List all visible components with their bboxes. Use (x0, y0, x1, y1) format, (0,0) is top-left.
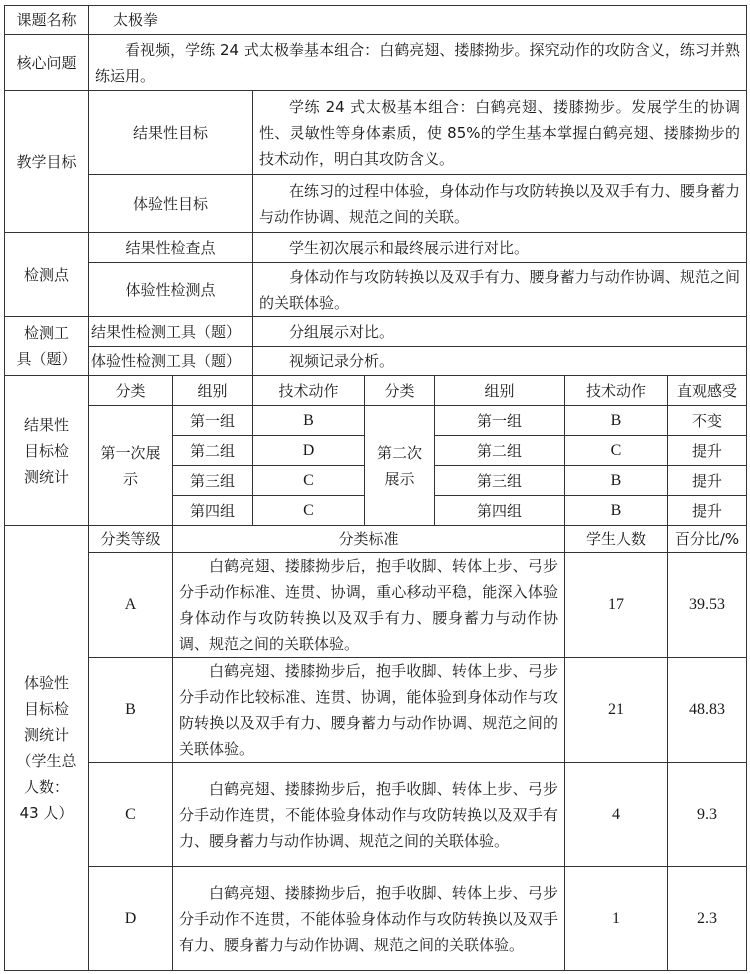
experience-checkpoint-label: 体验性检测点 (89, 263, 253, 317)
second-action-cell: B (565, 496, 668, 526)
result-tool-text: 分组展示对比。 (253, 317, 747, 347)
topic-value: 太极拳 (89, 6, 747, 35)
criteria-cell: 白鹤亮翅、搂膝拗步后，抱手收脚、转体上步、弓步分手动作连贯，不能体验身体动作与攻防转换以及双手有力、腰身蓄力与动作协调、规范之间的关联体验。 (173, 763, 565, 867)
result-stats-header-row (5, 376, 747, 406)
experience-stats-label-line-3: 测统计 (23, 726, 69, 744)
experience-stats-label-line-2: 目标检 (23, 700, 69, 718)
grade-cell: A (89, 553, 173, 658)
experience-goal-text: 在练习的过程中体验，身体动作与攻防转换以及双手有力、腰身蓄力与动作协调、规范之间的关联。 (253, 175, 747, 233)
result-tool-label: 结果性检测工具（题） (89, 317, 253, 347)
es-header-grade: 分类等级 (89, 526, 173, 553)
first-action-cell: C (253, 466, 365, 496)
rs-header-group-2: 组别 (435, 376, 565, 406)
result-stats-label-line-2: 目标检 (23, 441, 69, 460)
first-showing-line-1: 第一次展 (100, 443, 161, 462)
teaching-goals-label: 教学目标 (5, 91, 89, 233)
table-row (5, 867, 747, 971)
grade-cell: C (89, 763, 173, 867)
rs-header-category-2: 分类 (365, 376, 435, 406)
result-checkpoint-text: 学生初次展示和最终展示进行对比。 (253, 233, 747, 263)
rs-header-category-1: 分类 (89, 376, 173, 406)
feeling-cell: 不变 (668, 406, 747, 436)
rs-header-action-1: 技术动作 (253, 376, 365, 406)
count-cell: 17 (565, 553, 668, 658)
checkpoint-result-row (5, 233, 747, 263)
es-header-criteria: 分类标准 (173, 526, 565, 553)
result-stats-label-line-3: 测统计 (23, 467, 69, 486)
grade-cell: B (89, 658, 173, 763)
experience-stats-label-line-5: 人数： (23, 778, 69, 796)
table-row (5, 553, 747, 658)
second-group-cell: 第三组 (435, 466, 565, 496)
grade-cell: D (89, 867, 173, 971)
result-checkpoint-label: 结果性检查点 (89, 233, 253, 263)
first-showing-label (89, 406, 173, 526)
first-action-cell: C (253, 496, 365, 526)
percent-cell: 39.53 (668, 553, 747, 658)
percent-cell: 48.83 (668, 658, 747, 763)
goal-experience-row (5, 175, 747, 233)
experience-stats-label-line-1: 体验性 (23, 674, 69, 692)
first-group-cell: 第三组 (173, 466, 253, 496)
first-action-cell: D (253, 436, 365, 466)
checkpoints-label: 检测点 (5, 233, 89, 317)
experience-stats-label-line-6: 43 人） (19, 804, 74, 822)
first-action-cell: B (253, 406, 365, 436)
criteria-cell: 白鹤亮翅、搂膝拗步后，抱手收脚、转体上步、弓步分手动作不连贯，不能体验身体动作与攻防转换以及双手有力、腰身蓄力与动作协调、规范之间的关联体验。 (173, 867, 565, 971)
first-group-cell: 第二组 (173, 436, 253, 466)
result-goal-text: 学练 24 式太极基本组合：白鹤亮翅、搂膝拗步。发展学生的协调性、灵敏性等身体素质，使 85%的学生基本掌握白鹤亮翅、搂膝拗步的技术动作，明白其攻防含义。 (253, 91, 747, 175)
first-group-cell: 第四组 (173, 496, 253, 526)
rs-header-feeling: 直观感受 (668, 376, 747, 406)
feeling-cell: 提升 (668, 496, 747, 526)
goal-result-row (5, 91, 747, 175)
experience-stats-label-line-4: （学生总 (16, 752, 77, 770)
count-cell: 21 (565, 658, 668, 763)
second-action-cell: B (565, 406, 668, 436)
tool-experience-row (5, 347, 747, 376)
second-group-cell: 第四组 (435, 496, 565, 526)
experience-goal-label: 体验性目标 (89, 175, 253, 233)
experience-tool-text: 视频记录分析。 (253, 347, 747, 376)
topic-row (5, 6, 747, 35)
checkpoint-experience-row (5, 263, 747, 317)
core-question-label: 核心问题 (5, 35, 89, 91)
experience-tool-label: 体验性检测工具（题） (89, 347, 253, 376)
experience-checkpoint-text: 身体动作与攻防转换以及双手有力、腰身蓄力与动作协调、规范之间的关联体验。 (253, 263, 747, 317)
table-row (5, 763, 747, 867)
second-showing-line-1: 第二次 (376, 443, 422, 462)
es-header-count: 学生人数 (565, 526, 668, 553)
topic-label: 课题名称 (5, 6, 89, 35)
count-cell: 1 (565, 867, 668, 971)
experience-stats-header-row (5, 526, 747, 553)
tools-label-line-1: 检测工 (23, 324, 69, 342)
second-action-cell: B (565, 466, 668, 496)
second-action-cell: C (565, 436, 668, 466)
second-group-cell: 第二组 (435, 436, 565, 466)
second-group-cell: 第一组 (435, 406, 565, 436)
result-stats-label-line-1: 结果性 (23, 415, 69, 434)
percent-cell: 2.3 (668, 867, 747, 971)
first-group-cell: 第一组 (173, 406, 253, 436)
criteria-cell: 白鹤亮翅、搂膝拗步后，抱手收脚、转体上步、弓步分手动作标准、连贯、协调，重心移动平稳，能深入体验身体动作与攻防转换以及双手有力、腰身蓄力与动作协调、规范之间的关联体验。 (173, 553, 565, 658)
feeling-cell: 提升 (668, 436, 747, 466)
experience-stats-label (5, 526, 89, 971)
core-question-row (5, 35, 747, 91)
table-row (5, 658, 747, 763)
rs-header-action-2: 技术动作 (565, 376, 668, 406)
core-question-text: 看视频，学练 24 式太极拳基本组合：白鹤亮翅、搂膝拗步。探究动作的攻防含义，练习并熟练运用。 (89, 35, 747, 91)
feeling-cell: 提升 (668, 466, 747, 496)
first-showing-line-2: 示 (122, 469, 138, 488)
result-stats-label (5, 376, 89, 526)
tool-result-row (5, 317, 747, 347)
tools-label (5, 317, 89, 376)
criteria-cell: 白鹤亮翅、搂膝拗步后，抱手收脚、转体上步、弓步分手动作比较标准、连贯、协调，能体验到身体动作与攻防转换以及双手有力、腰身蓄力与动作协调、规范之间的关联体验。 (173, 658, 565, 763)
table-row (5, 406, 747, 436)
second-showing-label (365, 406, 435, 526)
count-cell: 4 (565, 763, 668, 867)
tools-label-line-2: 具（题） (16, 350, 77, 368)
percent-cell: 9.3 (668, 763, 747, 867)
lesson-plan-table (4, 5, 747, 971)
rs-header-group-1: 组别 (173, 376, 253, 406)
result-goal-label: 结果性目标 (89, 91, 253, 175)
es-header-percent: 百分比/% (668, 526, 747, 553)
second-showing-line-2: 展示 (384, 469, 415, 488)
